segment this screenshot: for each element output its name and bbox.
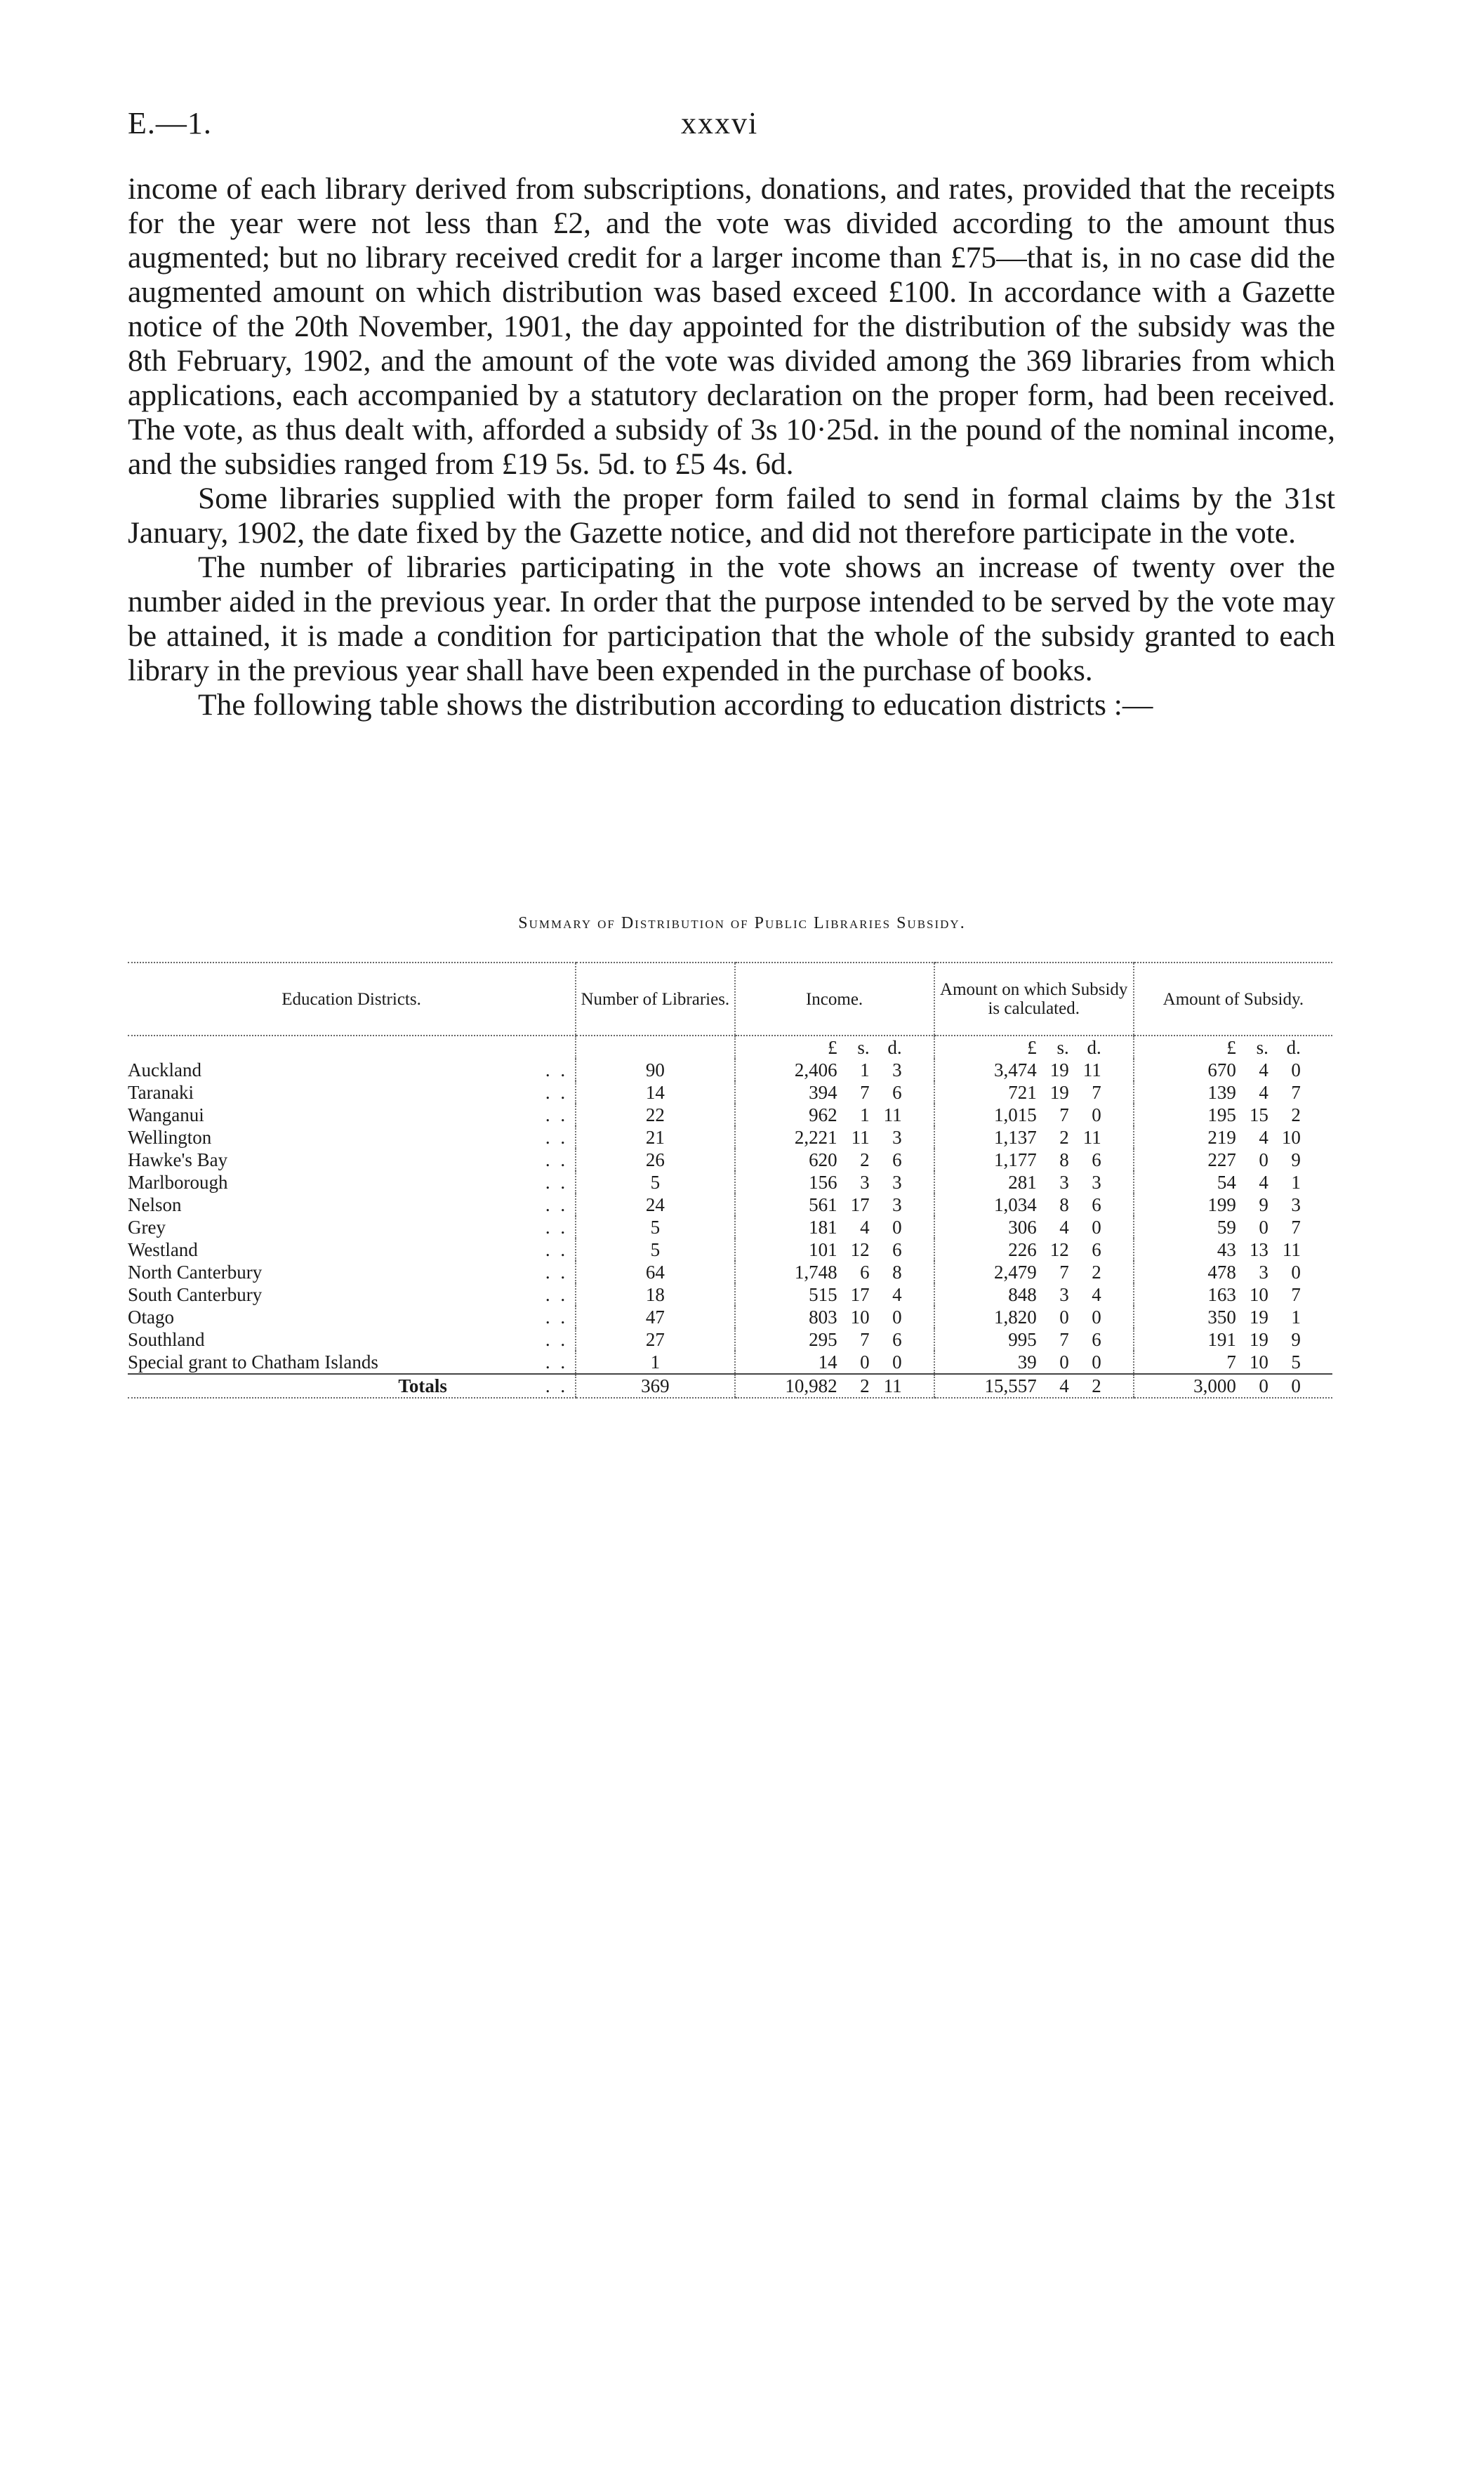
- report-reference: E.—1.: [128, 106, 212, 140]
- subsidy-pence: 7: [1291, 1217, 1301, 1238]
- unit-pounds: £: [1027, 1037, 1037, 1058]
- leader-dots: . .: [545, 1307, 569, 1328]
- number-of-libraries: 64: [576, 1261, 734, 1283]
- amount-calculated-pounds: 995: [1008, 1329, 1037, 1350]
- table-row: [128, 1126, 1332, 1149]
- paragraph: income of each library derived from subscriptions, donations, and rates, provided that the receipts for the year were not less than £2, and the vote was divided according to the amount thus augmented; but no library received credit for a larger income than £75—that is, in no case did the augmented amount on which distribution was based exceed £100. In accordance with a Gazette notice of the 20th November, 1901, the day appointed for the distribution of the subsidy was the 8th February, 1902, and the amount of the vote was divided among the 369 libraries from which applications, each accompanied by a statutory declaration on the proper form, had been received. The vote, as thus dealt with, afforded a subsidy of 3s 10·25d. in the pound of the nominal income, and the subsidies ranged from £19 5s. 5d. to £5 4s. 6d.: [128, 172, 1335, 481]
- subsidy-pounds: 163: [1207, 1284, 1236, 1305]
- income-pence: 0: [892, 1307, 902, 1328]
- paragraph: Some libraries supplied with the proper form failed to send in formal claims by the 31st January, 1902, the date fixed by the Gazette notice, and did not therefore participate in the vote.: [128, 482, 1335, 550]
- income-shillings: 1: [860, 1059, 870, 1080]
- amount-calculated-pounds: 39: [1017, 1351, 1037, 1373]
- amount-calculated-pence: 6: [1092, 1239, 1101, 1260]
- number-of-libraries: 22: [576, 1104, 734, 1126]
- subsidy-pence: 5: [1291, 1351, 1301, 1373]
- totals-label: Totals: [398, 1375, 447, 1396]
- subsidy-pounds: 670: [1207, 1059, 1236, 1080]
- leader-dots: . .: [545, 1239, 569, 1260]
- subsidy-pence: 0: [1291, 1059, 1301, 1080]
- unit-pence: d.: [1087, 1037, 1101, 1058]
- table-row: [128, 1261, 1332, 1283]
- subsidy-shillings: 10: [1249, 1351, 1268, 1373]
- subsidy-pounds: 7: [1226, 1351, 1236, 1373]
- district-name: Hawke's Bay: [128, 1149, 228, 1170]
- number-of-libraries: 14: [576, 1081, 734, 1104]
- amount-calculated-pounds: 226: [1008, 1239, 1037, 1260]
- totals-income-shillings: 2: [860, 1375, 870, 1396]
- totals-subsidy-pounds: 3,000: [1193, 1375, 1236, 1396]
- amount-calculated-pence: 6: [1092, 1194, 1101, 1215]
- income-shillings: 6: [860, 1262, 870, 1283]
- amount-calculated-pence: 7: [1092, 1082, 1101, 1103]
- leader-dots: . .: [545, 1351, 569, 1373]
- income-pounds: 295: [809, 1329, 837, 1350]
- leader-dots: . .: [545, 1172, 569, 1193]
- amount-calculated-pounds: 848: [1008, 1284, 1037, 1305]
- subsidy-shillings: 4: [1259, 1082, 1268, 1103]
- district-name: South Canterbury: [128, 1284, 263, 1305]
- amount-calculated-shillings: 7: [1059, 1104, 1069, 1125]
- unit-shillings: s.: [1056, 1037, 1069, 1058]
- subsidy-pence: 2: [1291, 1104, 1301, 1125]
- amount-calculated-pence: 11: [1082, 1059, 1101, 1080]
- leader-dots: . .: [545, 1284, 569, 1305]
- amount-calculated-pence: 6: [1092, 1329, 1101, 1350]
- district-name: Southland: [128, 1329, 205, 1350]
- leader-dots: . .: [545, 1217, 569, 1238]
- amount-calculated-pounds: 306: [1008, 1217, 1037, 1238]
- amount-calculated-shillings: 12: [1049, 1239, 1069, 1260]
- income-pounds: 14: [818, 1351, 837, 1373]
- leader-dots: . .: [545, 1127, 569, 1148]
- totals-row: [128, 1374, 1332, 1398]
- subsidy-pounds: 59: [1217, 1217, 1236, 1238]
- units-row: [128, 1036, 1332, 1059]
- totals-subsidy-pence: 0: [1291, 1375, 1301, 1396]
- subsidy-pounds: 139: [1207, 1082, 1236, 1103]
- amount-calculated-pounds: 2,479: [993, 1262, 1037, 1283]
- amount-calculated-pounds: 1,820: [993, 1307, 1037, 1328]
- amount-calculated-shillings: 0: [1059, 1351, 1069, 1373]
- leader-dots: . .: [545, 1329, 569, 1350]
- amount-calculated-pounds: 1,177: [993, 1149, 1037, 1170]
- number-of-libraries: 21: [576, 1126, 734, 1149]
- amount-calculated-shillings: 7: [1059, 1262, 1069, 1283]
- table-row: [128, 1351, 1332, 1374]
- subsidy-pence: 11: [1282, 1239, 1301, 1260]
- table-header-row: [128, 963, 1332, 1036]
- amount-calculated-shillings: 19: [1049, 1082, 1069, 1103]
- subsidy-pounds: 54: [1217, 1172, 1236, 1193]
- table-row: [128, 1149, 1332, 1171]
- income-pence: 6: [892, 1149, 902, 1170]
- subsidy-shillings: 3: [1259, 1262, 1268, 1283]
- number-of-libraries: 5: [576, 1171, 734, 1194]
- leader-dots: . .: [545, 1104, 569, 1125]
- income-shillings: 7: [860, 1082, 870, 1103]
- totals-subsidy-shillings: 0: [1259, 1375, 1268, 1396]
- subsidy-pence: 10: [1281, 1127, 1301, 1148]
- income-pounds: 101: [809, 1239, 837, 1260]
- amount-calculated-pounds: 1,034: [993, 1194, 1037, 1215]
- number-of-libraries: 26: [576, 1149, 734, 1171]
- district-name: Marlborough: [128, 1172, 228, 1193]
- header-amount-of-subsidy: Amount of Subsidy.: [1134, 963, 1332, 1036]
- subsidy-shillings: 19: [1249, 1329, 1268, 1350]
- table-row: [128, 1104, 1332, 1126]
- income-pounds: 2,221: [794, 1127, 837, 1148]
- amount-calculated-pounds: 721: [1008, 1082, 1037, 1103]
- income-pence: 11: [883, 1104, 902, 1125]
- table-row: [128, 1216, 1332, 1238]
- subsidy-pounds: 227: [1207, 1149, 1236, 1170]
- page-number: xxxvi: [681, 106, 759, 140]
- income-pence: 0: [892, 1351, 902, 1373]
- leader-dots: . .: [545, 1059, 569, 1080]
- subsidy-pence: 1: [1291, 1172, 1301, 1193]
- subsidy-shillings: 0: [1259, 1149, 1268, 1170]
- subsidy-pence: 3: [1291, 1194, 1301, 1215]
- subsidy-pounds: 350: [1207, 1307, 1236, 1328]
- amount-calculated-pounds: 1,137: [993, 1127, 1037, 1148]
- amount-calculated-shillings: 8: [1059, 1194, 1069, 1215]
- table-title: Summary of Distribution of Public Libraries Subsidy.: [518, 914, 966, 932]
- amount-calculated-pence: 0: [1092, 1217, 1101, 1238]
- subsidy-shillings: 4: [1259, 1059, 1268, 1080]
- subsidy-shillings: 0: [1259, 1217, 1268, 1238]
- header-number-of-libraries: Number of Libraries.: [576, 963, 734, 1036]
- income-shillings: 0: [860, 1351, 870, 1373]
- income-pence: 3: [892, 1194, 902, 1215]
- amount-calculated-pence: 4: [1092, 1284, 1101, 1305]
- income-shillings: 17: [850, 1284, 870, 1305]
- income-shillings: 2: [860, 1149, 870, 1170]
- district-name: North Canterbury: [128, 1262, 263, 1283]
- income-pounds: 2,406: [794, 1059, 837, 1080]
- amount-calculated-pence: 6: [1092, 1149, 1101, 1170]
- subsidy-pence: 7: [1291, 1284, 1301, 1305]
- table-row: [128, 1059, 1332, 1081]
- subsidy-shillings: 9: [1259, 1194, 1268, 1215]
- totals-income-pounds: 10,982: [785, 1375, 837, 1396]
- number-of-libraries: 18: [576, 1283, 734, 1306]
- table-row: [128, 1081, 1332, 1104]
- totals-number: 369: [576, 1374, 734, 1398]
- income-pounds: 561: [809, 1194, 837, 1215]
- income-pence: 6: [892, 1082, 902, 1103]
- district-name: Westland: [128, 1239, 198, 1260]
- amount-calculated-shillings: 3: [1059, 1284, 1069, 1305]
- subsidy-pence: 0: [1291, 1262, 1301, 1283]
- unit-shillings: s.: [1256, 1037, 1268, 1058]
- totals-income-pence: 11: [883, 1375, 902, 1396]
- number-of-libraries: 5: [576, 1238, 734, 1261]
- leader-dots: . .: [545, 1149, 569, 1170]
- subsidy-pence: 7: [1291, 1082, 1301, 1103]
- amount-calculated-pence: 2: [1092, 1262, 1101, 1283]
- totals-calc-shillings: 4: [1059, 1375, 1069, 1396]
- subsidy-pence: 1: [1291, 1307, 1301, 1328]
- income-pence: 3: [892, 1172, 902, 1193]
- header-amount-calculated: Amount on which Subsidy is calculated.: [934, 963, 1134, 1036]
- subsidy-pounds: 478: [1207, 1262, 1236, 1283]
- number-of-libraries: 27: [576, 1328, 734, 1351]
- income-pence: 6: [892, 1329, 902, 1350]
- amount-calculated-shillings: 7: [1059, 1329, 1069, 1350]
- number-of-libraries: 5: [576, 1216, 734, 1238]
- unit-pounds: £: [1226, 1037, 1236, 1058]
- subsidy-shillings: 15: [1249, 1104, 1268, 1125]
- district-name: Wellington: [128, 1127, 212, 1148]
- amount-calculated-pence: 0: [1092, 1351, 1101, 1373]
- subsidy-pounds: 199: [1207, 1194, 1236, 1215]
- income-pounds: 394: [809, 1082, 837, 1103]
- table-row: [128, 1328, 1332, 1351]
- amount-calculated-shillings: 2: [1059, 1127, 1069, 1148]
- unit-pence: d.: [1286, 1037, 1301, 1058]
- table-row: [128, 1238, 1332, 1261]
- leader-dots: . .: [545, 1194, 569, 1215]
- paragraph: The number of libraries participating in the vote shows an increase of twenty over the number aided in the previous year. In order that the purpose intended to be served by the vote may be attained, it is made a condition for participation that the whole of the subsidy granted to each library in the previous year shall have been expended in the purchase of books.: [128, 550, 1335, 687]
- header-income: Income.: [735, 963, 934, 1036]
- income-shillings: 17: [850, 1194, 870, 1215]
- table-row: [128, 1283, 1332, 1306]
- subsidy-pounds: 219: [1207, 1127, 1236, 1148]
- number-of-libraries: 47: [576, 1306, 734, 1328]
- number-of-libraries: 1: [576, 1351, 734, 1374]
- table-row: [128, 1171, 1332, 1194]
- district-name: Nelson: [128, 1194, 182, 1215]
- district-name: Special grant to Chatham Islands: [128, 1351, 378, 1373]
- amount-calculated-pence: 3: [1092, 1172, 1101, 1193]
- subsidy-shillings: 10: [1249, 1284, 1268, 1305]
- totals-calc-pounds: 15,557: [984, 1375, 1037, 1396]
- income-shillings: 7: [860, 1329, 870, 1350]
- number-of-libraries: 24: [576, 1194, 734, 1216]
- income-pence: 3: [892, 1127, 902, 1148]
- income-pence: 6: [892, 1239, 902, 1260]
- amount-calculated-pence: 11: [1082, 1127, 1101, 1148]
- totals-calc-pence: 2: [1092, 1375, 1101, 1396]
- subsidy-shillings: 19: [1249, 1307, 1268, 1328]
- income-pounds: 1,748: [794, 1262, 837, 1283]
- paragraph: The following table shows the distribution according to education districts :—: [198, 688, 1153, 722]
- subsidy-pounds: 191: [1207, 1329, 1236, 1350]
- income-pounds: 620: [809, 1149, 837, 1170]
- table-body: [128, 1036, 1332, 1374]
- income-pounds: 156: [809, 1172, 837, 1193]
- leader-dots: . .: [545, 1082, 569, 1103]
- subsidy-pence: 9: [1291, 1149, 1301, 1170]
- income-pounds: 515: [809, 1284, 837, 1305]
- district-name: Otago: [128, 1307, 174, 1328]
- amount-calculated-shillings: 19: [1049, 1059, 1069, 1080]
- subsidy-shillings: 13: [1249, 1239, 1268, 1260]
- income-pence: 3: [892, 1059, 902, 1080]
- income-pence: 8: [892, 1262, 902, 1283]
- amount-calculated-pence: 0: [1092, 1307, 1101, 1328]
- leader-dots: . .: [545, 1262, 569, 1283]
- income-pounds: 803: [809, 1307, 837, 1328]
- income-pounds: 181: [809, 1217, 837, 1238]
- number-of-libraries: 90: [576, 1059, 734, 1081]
- subsidy-shillings: 4: [1259, 1127, 1268, 1148]
- amount-calculated-pounds: 1,015: [993, 1104, 1037, 1125]
- amount-calculated-shillings: 3: [1059, 1172, 1069, 1193]
- unit-pounds: £: [828, 1037, 837, 1058]
- amount-calculated-shillings: 4: [1059, 1217, 1069, 1238]
- table-row: [128, 1306, 1332, 1328]
- district-name: Auckland: [128, 1059, 201, 1080]
- income-shillings: 12: [850, 1239, 870, 1260]
- amount-calculated-shillings: 8: [1059, 1149, 1069, 1170]
- income-shillings: 1: [860, 1104, 870, 1125]
- body-text: [128, 172, 1335, 722]
- amount-calculated-pounds: 281: [1008, 1172, 1037, 1193]
- district-name: Wanganui: [128, 1104, 204, 1125]
- income-shillings: 4: [860, 1217, 870, 1238]
- subsidy-shillings: 4: [1259, 1172, 1268, 1193]
- district-name: Taranaki: [128, 1082, 194, 1103]
- income-pence: 0: [892, 1217, 902, 1238]
- amount-calculated-pence: 0: [1092, 1104, 1101, 1125]
- income-shillings: 3: [860, 1172, 870, 1193]
- subsidy-pounds: 195: [1207, 1104, 1236, 1125]
- unit-shillings: s.: [857, 1037, 870, 1058]
- district-name: Grey: [128, 1217, 166, 1238]
- table-row: [128, 1194, 1332, 1216]
- income-shillings: 11: [851, 1127, 870, 1148]
- subsidy-pounds: 43: [1217, 1239, 1236, 1260]
- income-pence: 4: [892, 1284, 902, 1305]
- amount-calculated-shillings: 0: [1059, 1307, 1069, 1328]
- income-pounds: 962: [809, 1104, 837, 1125]
- income-shillings: 10: [850, 1307, 870, 1328]
- unit-pence: d.: [887, 1037, 902, 1058]
- subsidy-pence: 9: [1291, 1329, 1301, 1350]
- subsidy-summary-table: [128, 962, 1332, 1399]
- amount-calculated-pounds: 3,474: [993, 1059, 1037, 1080]
- leader-dots: . .: [545, 1375, 569, 1396]
- header-education-districts: Education Districts.: [128, 963, 576, 1036]
